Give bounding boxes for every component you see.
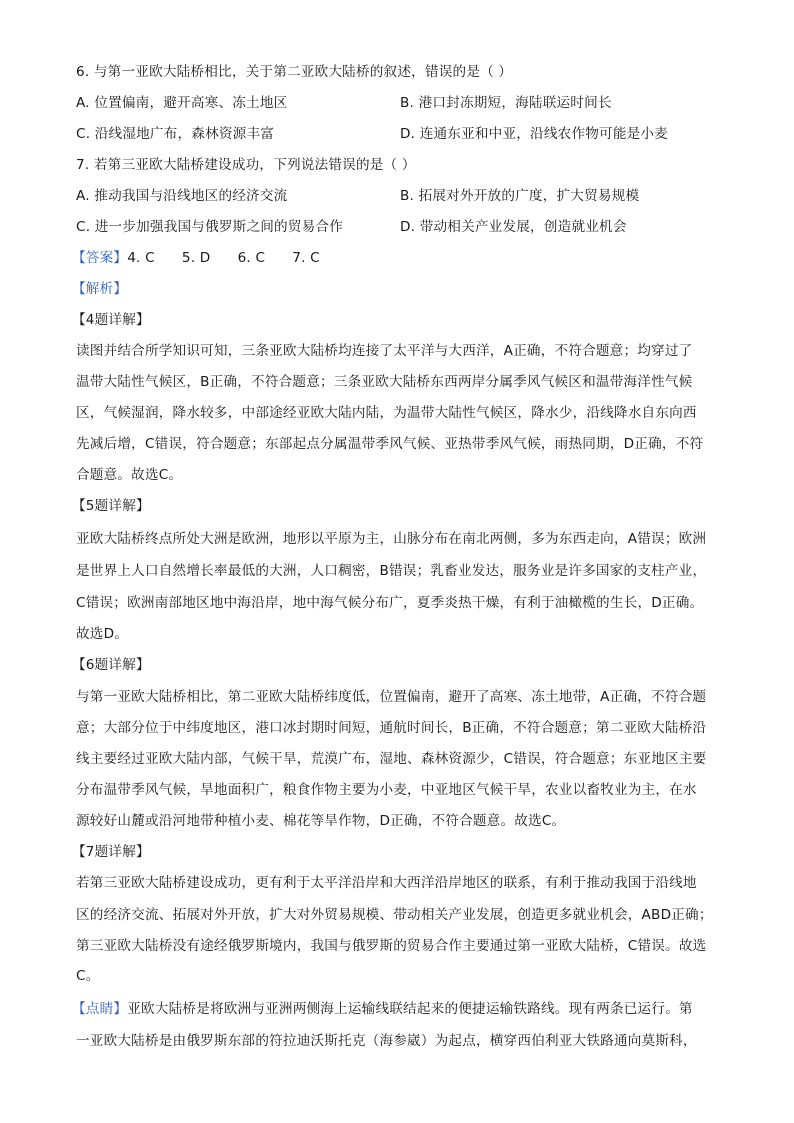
answer-line bbox=[72, 248, 320, 268]
answer-text: 4. C 5. D 6. C 7. C bbox=[127, 250, 320, 266]
detail-6-heading: 【6题详解】 bbox=[72, 657, 150, 673]
question-6-option-c: C. 沿线湿地广布，森林资源丰富 bbox=[76, 126, 275, 142]
detail-4-line: 读图并结合所学知识可知，三条亚欧大陆桥均连接了太平洋与大西洋，A正确，不符合题意；均穿过了 bbox=[76, 343, 693, 359]
detail-7-line: 第三亚欧大陆桥没有途经俄罗斯境内，我国与俄罗斯的贸易合作主要通过第一亚欧大陆桥，C错误。故选 bbox=[76, 938, 707, 954]
detail-5-line: 是世界上人口自然增长率最低的大洲，人口稠密，B错误；乳畜业发达，服务业是许多国家的支柱产业， bbox=[76, 563, 707, 579]
detail-5-line: C错误；欧洲南部地区地中海沿岸，地中海气候分布广，夏季炎热干燥，有利于油橄榄的生长，D正确。 bbox=[76, 595, 704, 611]
question-6-option-d: D. 连通东亚和中亚，沿线农作物可能是小麦 bbox=[400, 126, 668, 142]
detail-7-heading: 【7题详解】 bbox=[72, 844, 150, 860]
question-6-option-b: B. 港口封冻期短，海陆联运时间长 bbox=[400, 95, 612, 111]
detail-6-line: 与第一亚欧大陆桥相比，第二亚欧大陆桥纬度低，位置偏南，避开了高寒、冻土地带，A正确，不符合题 bbox=[76, 689, 707, 705]
detail-4-line: 先减后增，C错误，符合题意；东部起点分属温带季风气候、亚热带季风气候，雨热同期，D正确，不符 bbox=[76, 436, 704, 452]
answer-label: 【答案】 bbox=[72, 250, 128, 266]
question-6-stem: 6. 与第一亚欧大陆桥相比，关于第二亚欧大陆桥的叙述，错误的是（ ） bbox=[76, 64, 513, 80]
note-line: 一亚欧大陆桥是由俄罗斯东部的符拉迪沃斯托克（海参崴）为起点，横穿西伯利亚大铁路通向莫斯科， bbox=[76, 1033, 697, 1049]
detail-6-line: 意；大部分位于中纬度地区，港口冰封期时间短，通航时间长，B正确，不符合题意；第二亚欧大陆桥沿 bbox=[76, 720, 707, 736]
detail-6-line: 源较好山麓或沿河地带种植小麦、棉花等旱作物，D正确，不符合题意。故选C。 bbox=[76, 813, 566, 829]
detail-4-line: 区，气候湿润，降水较多，中部途经亚欧大陆内陆，为温带大陆性气候区，降水少，沿线降水自东向西 bbox=[76, 405, 697, 421]
analysis-label: 【解析】 bbox=[72, 281, 128, 297]
detail-5-heading: 【5题详解】 bbox=[72, 498, 150, 514]
note-line bbox=[72, 999, 693, 1019]
detail-4-heading: 【4题详解】 bbox=[72, 312, 150, 328]
question-7-option-b: B. 拓展对外开放的广度，扩大贸易规模 bbox=[400, 188, 640, 204]
detail-6-line: 分布温带季风气候，旱地面积广，粮食作物主要为小麦，中亚地区气候干旱，农业以畜牧业为主，在水 bbox=[76, 782, 697, 798]
detail-7-line: C。 bbox=[76, 968, 100, 984]
detail-7-line: 区的经济交流、拓展对外开放，扩大对外贸易规模、带动相关产业发展，创造更多就业机会，ABD正确； bbox=[76, 907, 713, 923]
detail-4-line: 合题意。故选C。 bbox=[76, 467, 183, 483]
note-text: 亚欧大陆桥是将欧洲与亚洲两侧海上运输线联结起来的便捷运输铁路线。现有两条已运行。第 bbox=[127, 1001, 693, 1017]
detail-7-line: 若第三亚欧大陆桥建设成功，更有利于太平洋沿岸和大西洋沿岸地区的联系，有利于推动我国于沿线地 bbox=[76, 875, 697, 891]
question-7-option-d: D. 带动相关产业发展，创造就业机会 bbox=[400, 219, 627, 235]
detail-4-line: 温带大陆性气候区，B正确，不符合题意；三条亚欧大陆桥东西两岸分属季风气候区和温带海洋性气候 bbox=[76, 374, 693, 390]
detail-6-line: 线主要经过亚欧大陆内部，气候干旱，荒漠广布，湿地、森林资源少，C错误，符合题意；东亚地区主要 bbox=[76, 751, 707, 767]
note-label: 【点睛】 bbox=[72, 1001, 128, 1017]
question-7-stem: 7. 若第三亚欧大陆桥建设成功，下列说法错误的是（ ） bbox=[76, 157, 416, 173]
detail-5-line: 亚欧大陆桥终点所处大洲是欧洲，地形以平原为主，山脉分布在南北两侧，多为东西走向，A错误；欧洲 bbox=[76, 531, 707, 547]
question-7-option-c: C. 进一步加强我国与俄罗斯之间的贸易合作 bbox=[76, 219, 344, 235]
detail-5-line: 故选D。 bbox=[76, 626, 129, 642]
question-7-option-a: A. 推动我国与沿线地区的经济交流 bbox=[76, 188, 288, 204]
question-6-option-a: A. 位置偏南，避开高寒、冻土地区 bbox=[76, 95, 288, 111]
